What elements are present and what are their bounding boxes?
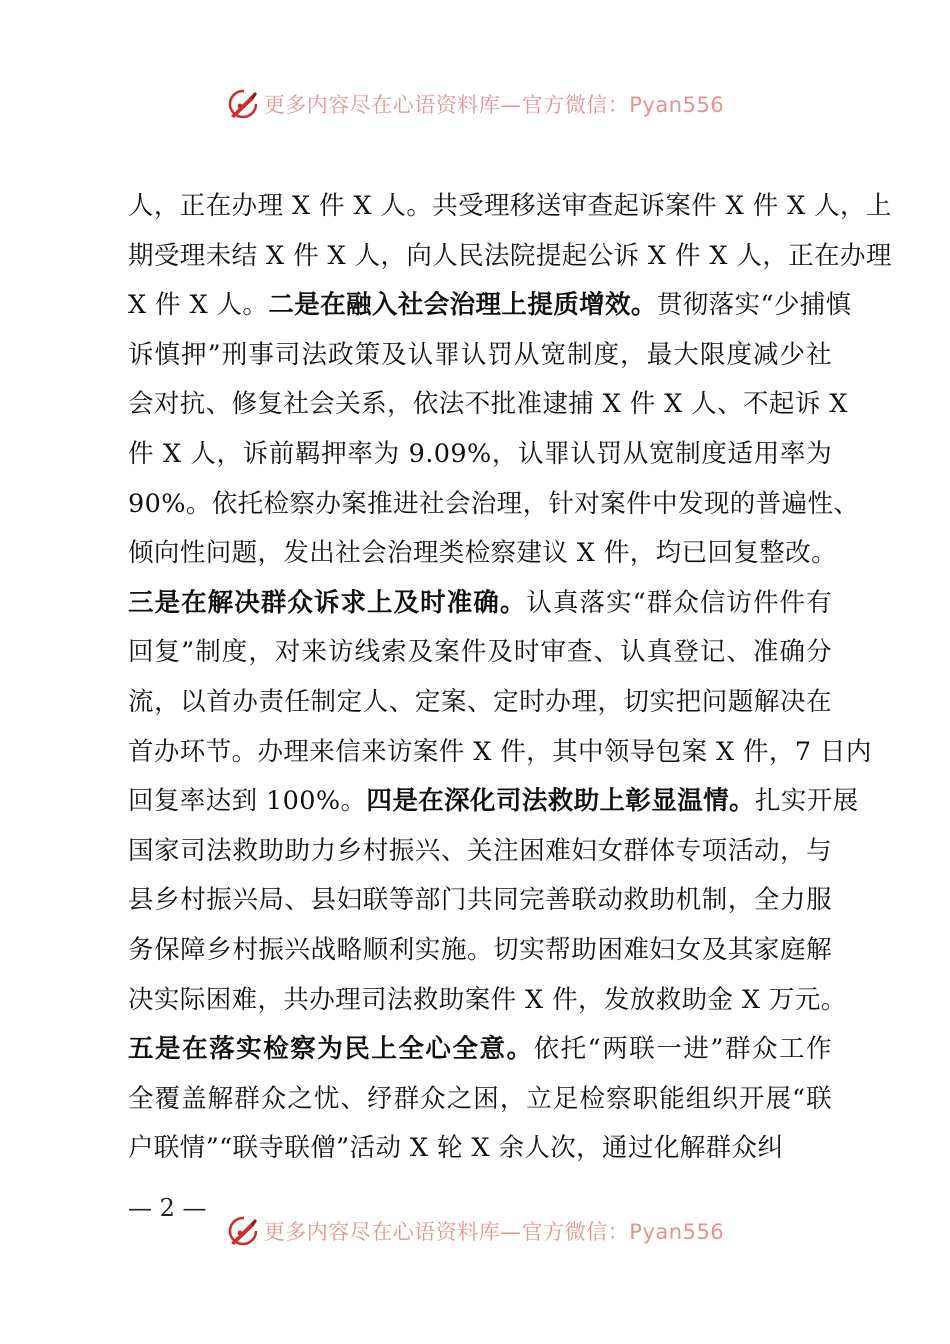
text-line: 倾向性问题，发出社会治理类检察建议 X 件，均已回复整改。	[128, 538, 837, 569]
document-body	[128, 182, 892, 1174]
watermark-banner-bottom	[0, 1211, 950, 1251]
bold-heading: 二是在融入社会治理上提质增效。	[268, 290, 657, 321]
text-line: X 件 X 人。二是在融入社会治理上提质增效。贯彻落实“少捕慎	[128, 290, 852, 321]
bold-heading: 五是在落实检察为民上全心全意。	[128, 1034, 534, 1065]
text-line: 会对抗、修复社会关系，依法不批准逮捕 X 件 X 人、不起诉 X	[128, 389, 848, 420]
text-line: 决实际困难，共办理司法救助案件 X 件，发放救助金 X 万元。	[128, 984, 847, 1015]
text-line: 回复率达到 100%。四是在深化司法救助上彰显温情。扎实开展	[128, 786, 859, 817]
watermark-text: 更多内容尽在心语资料库—官方微信：Pyan556	[263, 93, 725, 117]
text-line: 户联情”“联寺联僧”活动 X 轮 X 余人次，通过化解群众纠	[128, 1133, 784, 1164]
text-line: 三是在解决群众诉求上及时准确。认真落实“群众信访件件有	[128, 587, 832, 618]
text-line: 回复”制度，对来访线索及案件及时审查、认真登记、准确分	[128, 637, 832, 668]
bold-heading: 三是在解决群众诉求上及时准确。	[128, 587, 527, 618]
watermark-text: 更多内容尽在心语资料库—官方微信：Pyan556	[263, 1220, 725, 1244]
text-line: 90%。依托检察办案推进社会治理，针对案件中发现的普遍性、	[128, 488, 860, 519]
text-line: 人，正在办理 X 件 X 人。共受理移送审查起诉案件 X 件 X 人，上	[128, 191, 892, 221]
ink-brush-logo-icon	[226, 1214, 260, 1248]
ink-brush-logo-icon	[226, 87, 260, 121]
text-line: 期受理未结 X 件 X 人，向人民法院提起公诉 X 件 X 人，正在办理	[128, 240, 892, 271]
text-line: 五是在落实检察为民上全心全意。依托“两联一进”群众工作	[128, 1034, 832, 1065]
text-line: 务保障乡村振兴战略顺利实施。切实帮助困难妇女及其家庭解	[128, 934, 832, 965]
text-line: 首办环节。办理来信来访案件 X 件，其中领导包案 X 件，7 日内	[128, 736, 872, 767]
text-line: 县乡村振兴局、县妇联等部门共同完善联动救助机制，全力服	[128, 885, 832, 916]
text-line: 全覆盖解群众之忧、纾群众之困，立足检察职能组织开展“联	[128, 1083, 832, 1114]
bold-heading: 四是在深化司法救助上彰显温情。	[366, 786, 755, 817]
text-line: 诉慎押”刑事司法政策及认罪认罚从宽制度，最大限度减少社	[128, 339, 832, 370]
watermark-banner-top	[0, 84, 950, 124]
text-line: 流，以首办责任制定人、定案、定时办理，切实把问题解决在	[128, 686, 832, 717]
text-line: 国家司法救助助力乡村振兴、关注困难妇女群体专项活动，与	[128, 835, 832, 866]
text-line: 件 X 人，诉前羁押率为 9.09%，认罪认罚从宽制度适用率为	[128, 438, 832, 469]
page-number: — 2 —	[128, 1194, 207, 1222]
